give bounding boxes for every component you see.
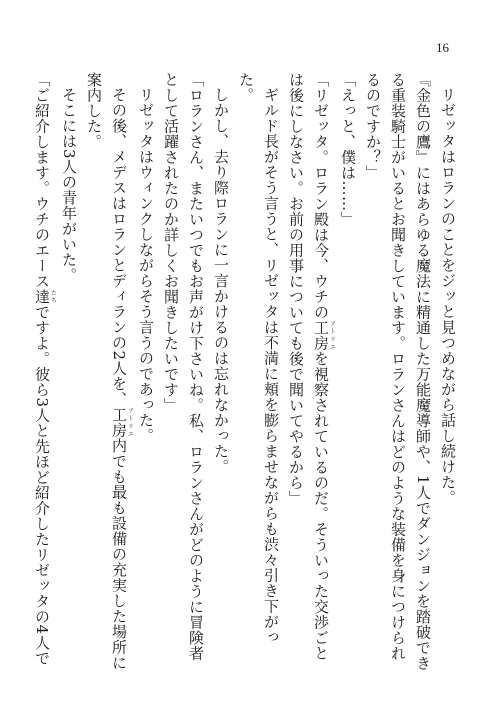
paragraph-6: しかし、去り際ロランに一言かけるのは忘れなかった。	[212, 87, 230, 475]
ruby-kobo: 工房アトリエ	[110, 407, 134, 439]
paragraph-5: ギルド長がそう言うと、リゼッタは不満に頬を膨らませながらも渋々引き下がった。	[237, 72, 280, 645]
paragraph-9: その後、メデスはロランとディランの2人を、工房アトリエ内でも最も設備の充実した場所に案内した。	[85, 72, 134, 671]
vertical-text-block	[30, 72, 460, 672]
paragraph-1: リゼッタはロランのことをジッと見つめながら話し続けた。	[439, 87, 457, 506]
ruby-kobo: 工房アトリエ	[312, 320, 336, 351]
paragraph-10: そこには3人の青年がいた。	[60, 87, 78, 284]
paragraph-8: リゼッタはウィンクしながらそう言うのであった。	[137, 87, 155, 444]
paragraph-3: 「えっと、僕は……」	[339, 72, 357, 227]
paragraph-4: 「リゼッタ。ロラン殿は今、ウチの工房アトリエを視察されているのだ。そういった交渉ごとは後にしなさい。お前の用事についても後で聞いてやるから」	[287, 72, 336, 661]
page-number: 16	[436, 40, 449, 55]
paragraph-11: 「ご紹介します。ウチのエース達たちですよ。彼ら3人と先ほど紹介したリゼッタの4人で	[33, 72, 57, 666]
paragraph-7: 「ロランさん、またいつでもお声がけ下さいね。私、ロランさんがどのように冒険者として活躍されたのか詳しくお聞きしたいです」	[162, 72, 205, 661]
paragraph-2: 『金色の鷹』にはあらゆる魔法に精通した万能魔導師や、1人でダンジョンを踏破できる重装騎士がいるとお聞きしています。ロランさんはどのような装備を身につけられるのですか？」	[364, 72, 432, 672]
ruby-tachi: 達たち	[33, 289, 57, 305]
